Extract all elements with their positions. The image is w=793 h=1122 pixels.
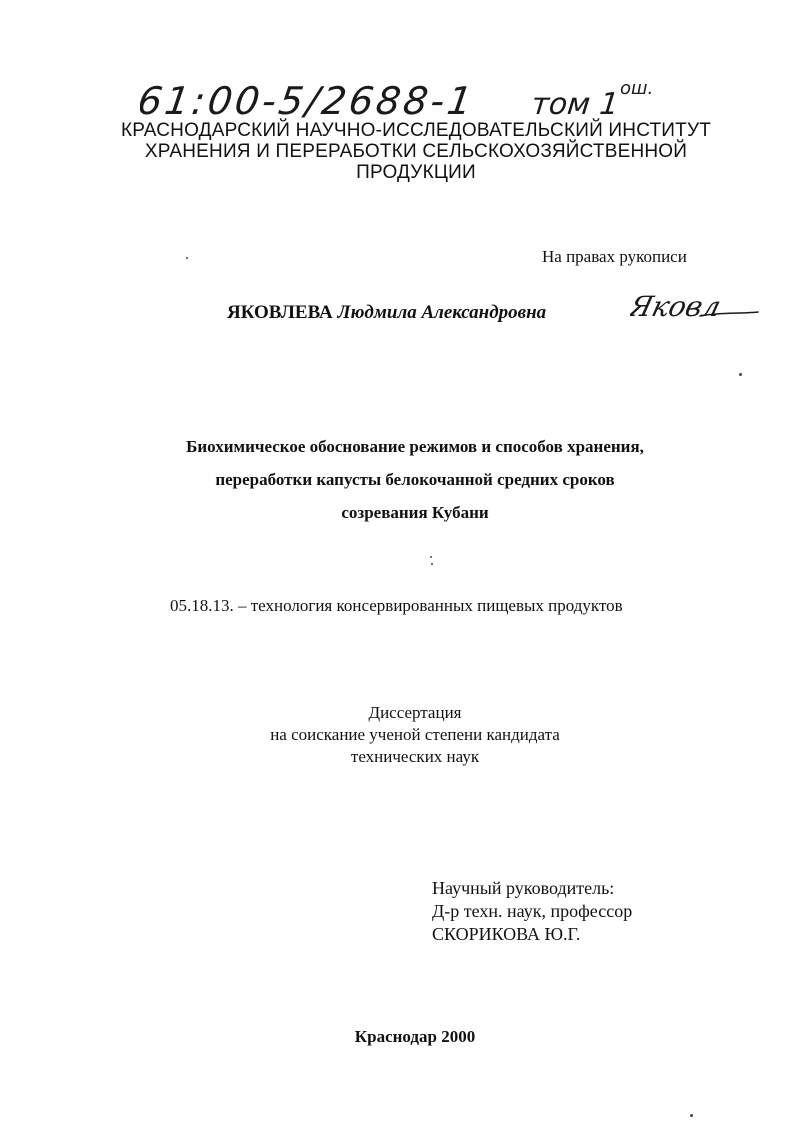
scientific-supervisor (432, 877, 632, 946)
author-surname: ЯКОВЛЕВА (227, 302, 333, 323)
dissertation-line: на соискание ученой степени кандидата (270, 725, 560, 744)
institute-line: КРАСНОДАРСКИЙ НАУЧНО-ИССЛЕДОВАТЕЛЬСКИЙ ИНСТИТУТ (120, 120, 712, 141)
title-line: Биохимическое обоснование режимов и способов хранения, (186, 437, 644, 456)
institute-header (60, 120, 772, 183)
archive-code-text: 61:00-5/2688-1 (140, 80, 478, 124)
supervisor-line: Д-р техн. наук, профессор (432, 901, 633, 921)
signature-text: Яковл (630, 290, 725, 323)
dissertation-line: технических наук (350, 747, 480, 766)
specialty-code: 05.18.13. – технология консервированных пищевых продуктов (170, 596, 623, 615)
manuscript-rights-note: На правах рукописи (542, 247, 687, 266)
institute-line: ХРАНЕНИЯ И ПЕРЕРАБОТКИ СЕЛЬСКОХОЗЯЙСТВЕННОЙ (144, 141, 688, 162)
supervisor-line: Научный руководитель: (432, 878, 615, 898)
author-signature (630, 282, 760, 332)
dissertation-line: Диссертация (368, 703, 462, 722)
dissertation-title (100, 430, 730, 529)
scan-speck (690, 1114, 693, 1117)
author-given-names: Людмила Александровна (337, 302, 547, 323)
place-and-year: Краснодар 2000 (354, 1027, 476, 1046)
scan-speck (186, 257, 188, 259)
title-line: созревания Кубани (341, 503, 489, 522)
scan-speck (430, 556, 432, 558)
archive-note-text: ош. (620, 78, 654, 99)
scan-speck (431, 563, 433, 565)
institute-line: ПРОДУКЦИИ (356, 162, 476, 183)
supervisor-line: СКОРИКОВА Ю.Г. (432, 924, 581, 944)
scan-speck (739, 373, 742, 376)
title-line: переработки капусты белокочанной средних сроков (215, 470, 615, 489)
author-name (227, 302, 546, 324)
archive-volume-text: том 1 (529, 87, 621, 122)
dissertation-type (200, 702, 630, 768)
